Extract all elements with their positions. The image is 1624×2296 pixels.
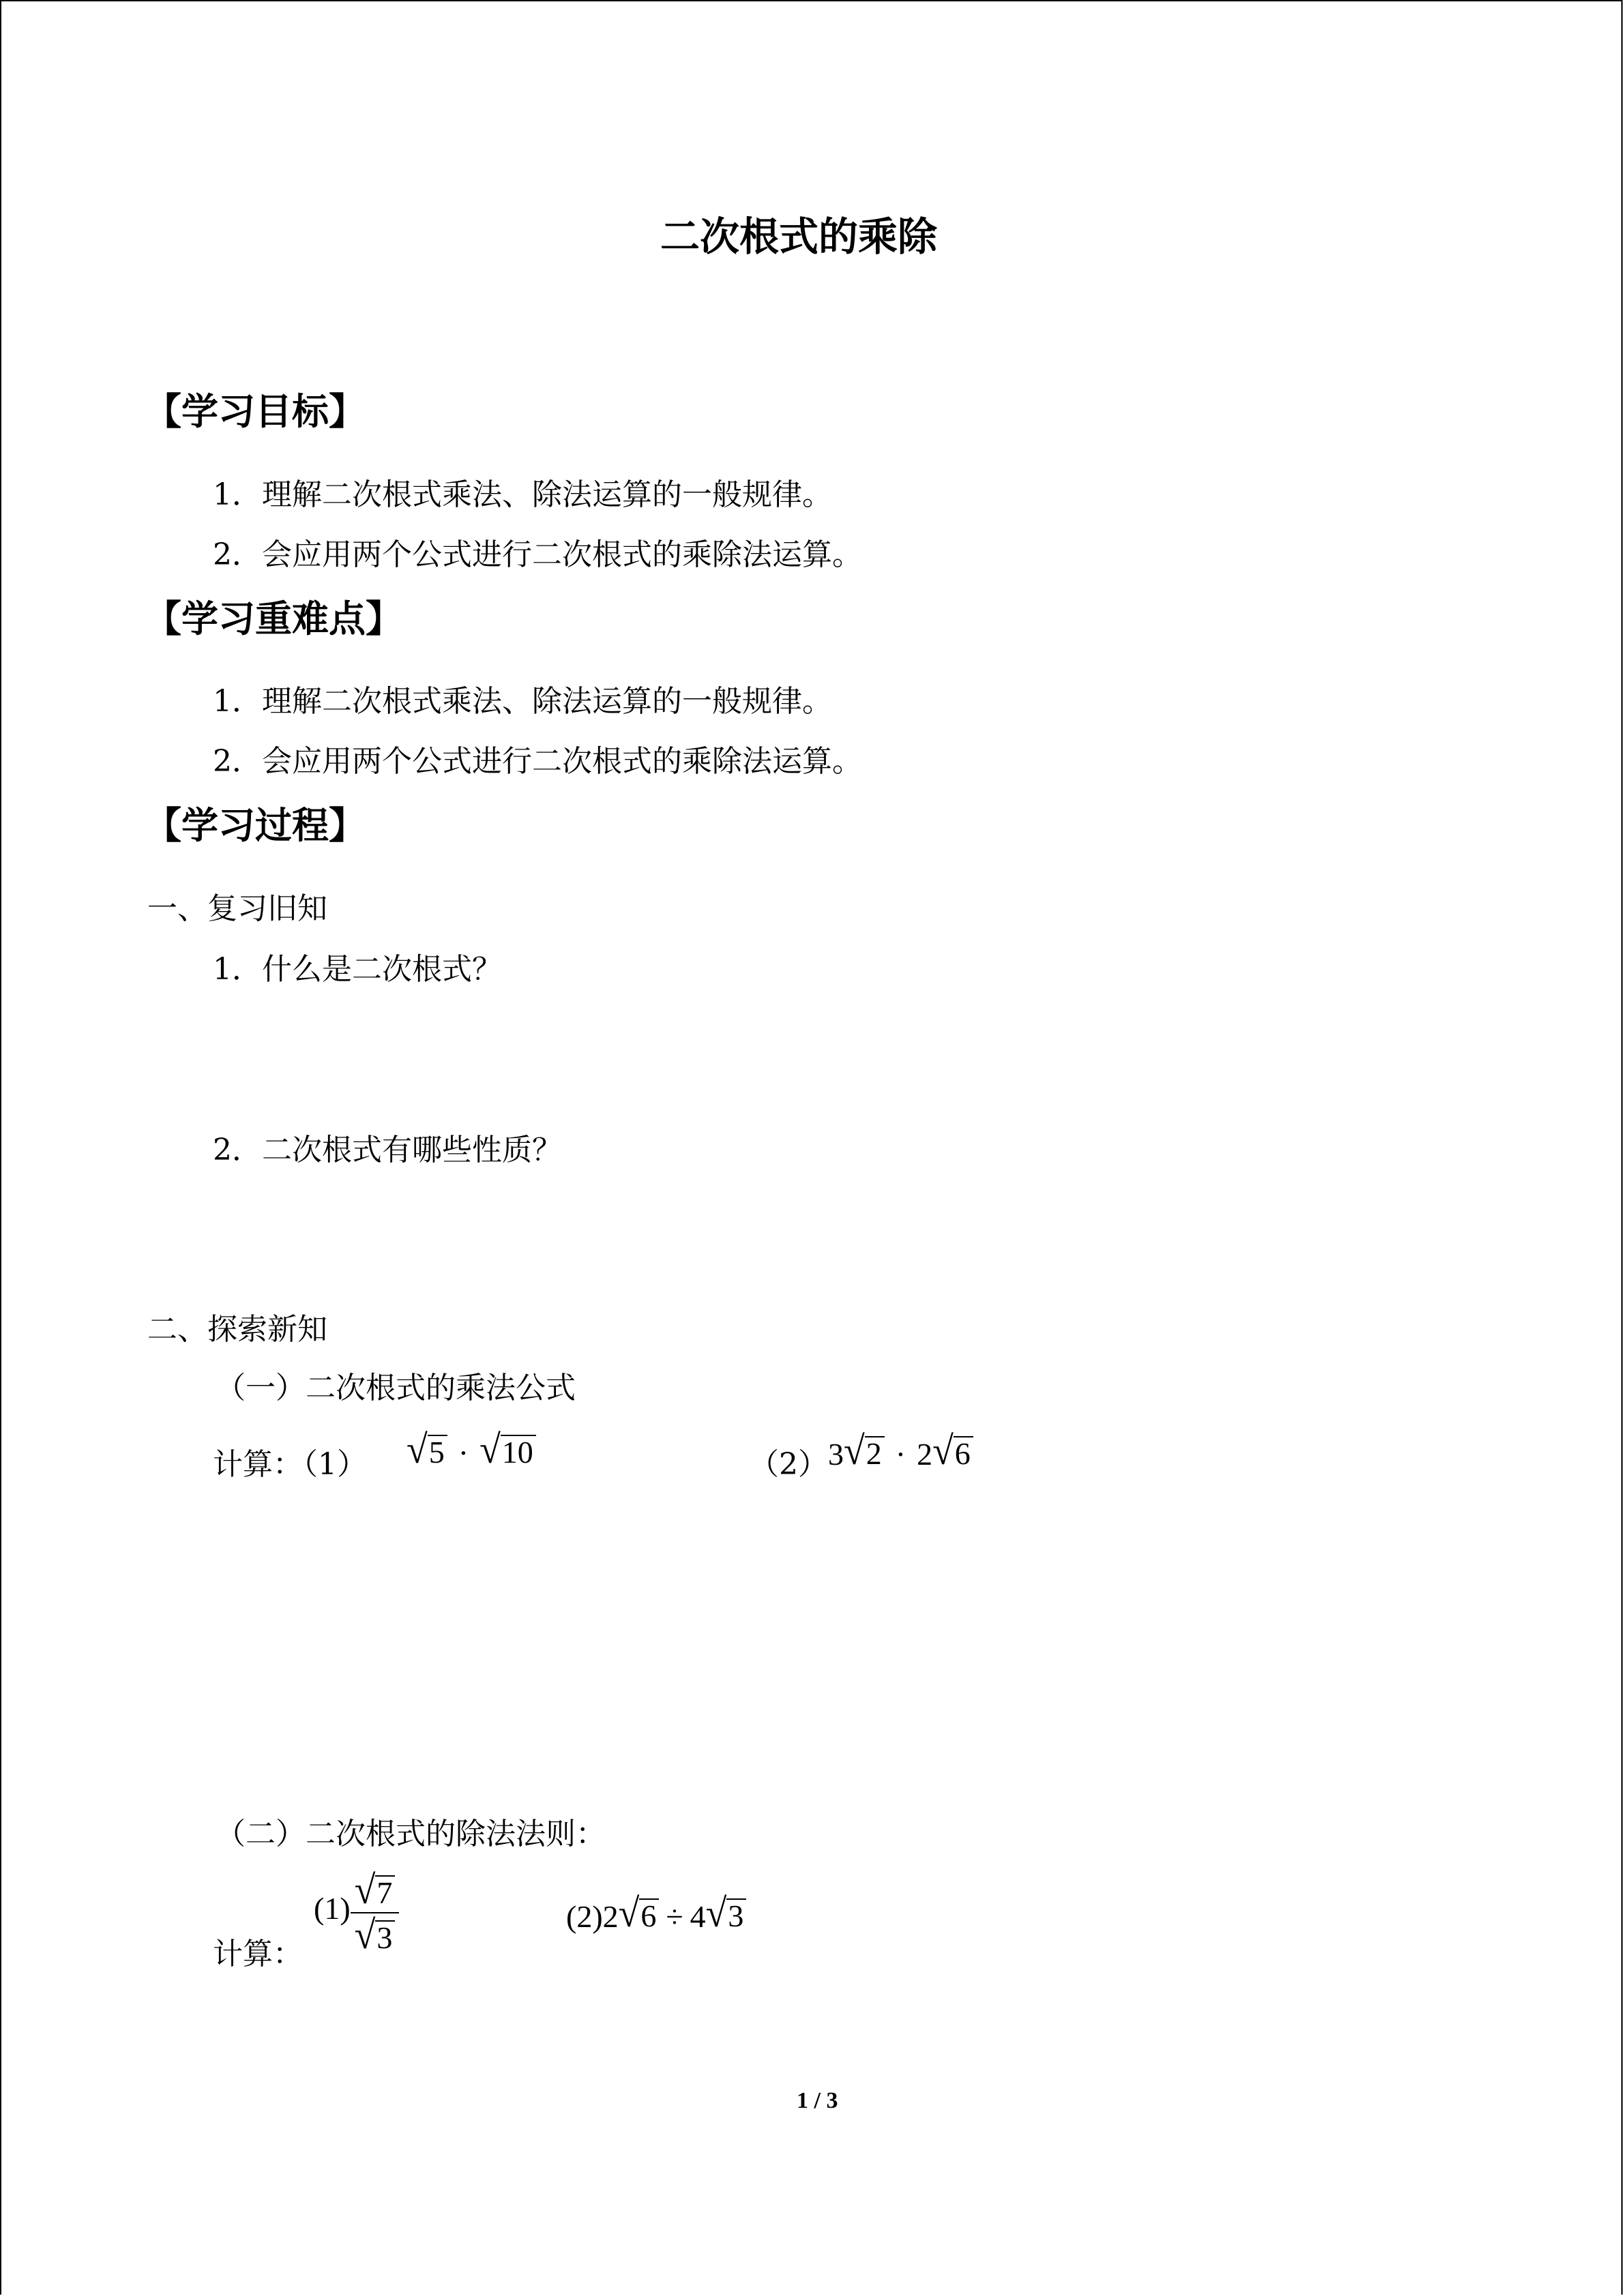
sqrt-6: √ 6 [932, 1432, 973, 1470]
key-points-heading: 【学习重难点】 [145, 597, 402, 640]
radical-sign-icon: √ [407, 1427, 428, 1472]
objectives-heading: 【学习目标】 [145, 389, 366, 433]
radical-sign-icon: √ [705, 1891, 727, 1936]
review-question-1: 1．什么是二次根式？ [213, 952, 502, 987]
objective-item-2: 2．会应用两个公式进行二次根式的乘除法运算。 [213, 537, 862, 572]
multiply-dot: · [895, 1437, 906, 1472]
coefficient: 2 [917, 1437, 933, 1472]
key-point-item-1: 1．理解二次根式乘法、除法运算的一般规律。 [213, 684, 832, 719]
review-question-2: 2．二次根式有哪些性质？ [213, 1133, 562, 1167]
multiplication-heading: （一）二次根式的乘法公式 [216, 1371, 576, 1405]
multiplication-expression-2 [828, 1429, 973, 1474]
radical-sign-icon: √ [844, 1429, 865, 1474]
sqrt-10: √ 10 [479, 1431, 536, 1469]
radical-sign-icon: √ [354, 1868, 376, 1913]
sqrt-6: √ 6 [619, 1894, 660, 1933]
review-heading: 一、复习旧知 [147, 891, 327, 926]
multiplication-calc-label: 计算：（1） [213, 1447, 367, 1482]
coefficient: 4 [690, 1899, 706, 1934]
fraction [351, 1868, 400, 1958]
coefficient: 2 [602, 1899, 619, 1934]
radical-sign-icon: √ [932, 1429, 954, 1474]
division-expression-2 [566, 1891, 746, 1936]
coefficient: 3 [828, 1437, 844, 1472]
division-expression-1 [314, 1868, 399, 1958]
sqrt-2: √ 2 [844, 1432, 885, 1470]
process-heading: 【学习过程】 [145, 803, 366, 847]
radical-sign-icon: √ [618, 1891, 640, 1936]
explore-heading: 二、探索新知 [147, 1312, 327, 1347]
fraction-numerator: √ 7 [351, 1871, 400, 1913]
key-point-item-2: 2．会应用两个公式进行二次根式的乘除法运算。 [213, 744, 862, 779]
objective-item-1: 1．理解二次根式乘法、除法运算的一般规律。 [213, 477, 832, 512]
radical-sign-icon: √ [354, 1913, 376, 1958]
divide-sign: ÷ [666, 1899, 683, 1934]
radical-sign-icon: √ [479, 1427, 501, 1472]
sqrt-5: √ 5 [407, 1431, 447, 1469]
multiply-dot: · [458, 1435, 469, 1470]
part-2-label: (2) [566, 1899, 603, 1934]
division-heading: （二）二次根式的除法法则： [216, 1817, 606, 1851]
division-calc-label: 计算： [213, 1937, 303, 1971]
fraction-denominator: √ 3 [351, 1913, 400, 1954]
multiplication-expression-1 [407, 1427, 536, 1472]
page-number: 1 / 3 [797, 2088, 838, 2113]
document-title: 二次根式的乘除 [660, 213, 938, 260]
multiplication-part-2-label: （2） [749, 1447, 828, 1482]
part-1-label: (1) [314, 1891, 351, 1926]
sqrt-3: √ 3 [706, 1894, 747, 1933]
